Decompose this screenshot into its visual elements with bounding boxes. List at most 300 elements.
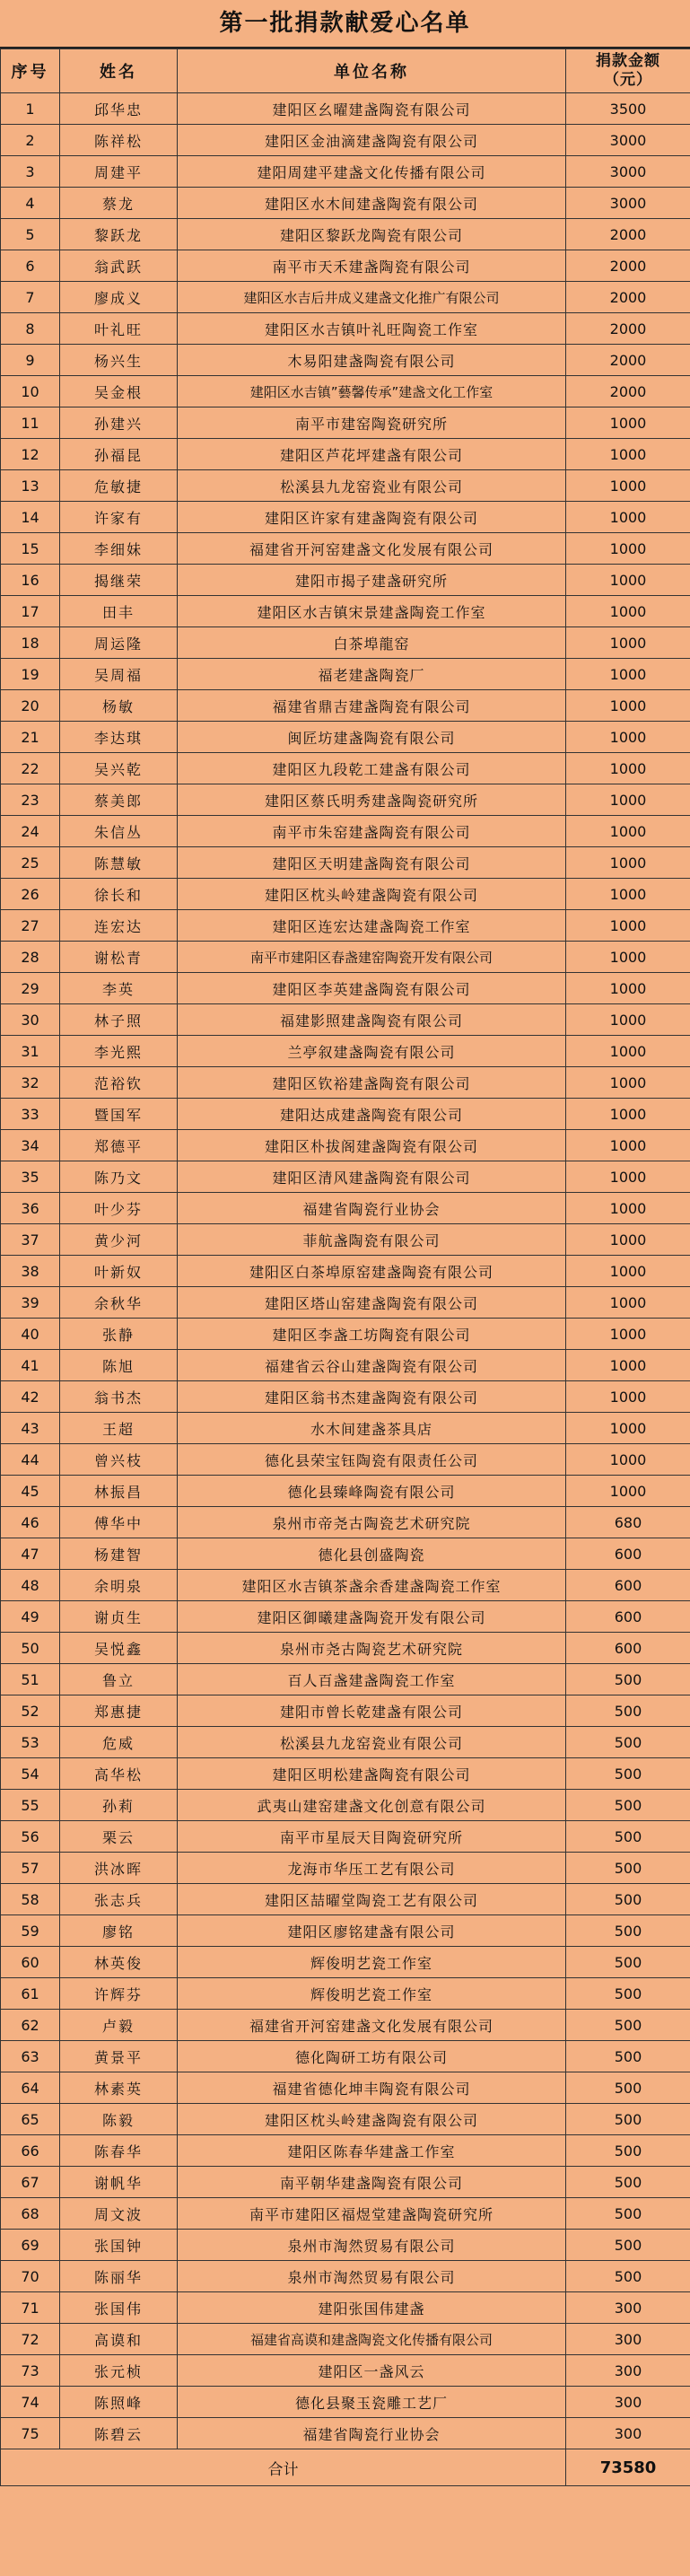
donor-name: 黄少河 <box>60 1224 178 1256</box>
table-row <box>1 1476 690 1507</box>
table-row <box>1 1099 690 1130</box>
table-row <box>1 1538 690 1570</box>
table-row <box>1 565 690 596</box>
row-index: 50 <box>1 1633 60 1664</box>
donation-amount: 500 <box>566 1853 690 1884</box>
donor-unit: 福建省云谷山建盏陶瓷有限公司 <box>178 1350 566 1381</box>
row-index: 37 <box>1 1224 60 1256</box>
table-row <box>1 2292 690 2324</box>
row-index: 18 <box>1 627 60 659</box>
donation-amount: 1000 <box>566 1444 690 1476</box>
donor-name: 鲁立 <box>60 1664 178 1695</box>
donor-unit: 南平市朱窑建盏陶瓷有限公司 <box>178 816 566 847</box>
donor-unit: 辉俊明艺瓷工作室 <box>178 1978 566 2010</box>
donor-unit: 闽匠坊建盏陶瓷有限公司 <box>178 722 566 753</box>
row-index: 19 <box>1 659 60 690</box>
row-index: 35 <box>1 1161 60 1193</box>
table-row <box>1 910 690 942</box>
donor-unit: 建阳区连宏达建盏陶瓷工作室 <box>178 910 566 942</box>
donor-name: 孙福昆 <box>60 439 178 470</box>
donor-unit: 建阳区水吉镇叶礼旺陶瓷工作室 <box>178 313 566 345</box>
donor-unit: 建阳区蔡氏明秀建盏陶瓷研究所 <box>178 784 566 816</box>
table-row <box>1 2387 690 2418</box>
donor-name: 张静 <box>60 1319 178 1350</box>
table-row <box>1 596 690 627</box>
row-index: 16 <box>1 565 60 596</box>
donor-unit: 建阳区翁书杰建盏陶瓷有限公司 <box>178 1381 566 1413</box>
donor-unit: 水木间建盏茶具店 <box>178 1413 566 1444</box>
donation-amount: 1000 <box>566 1224 690 1256</box>
donation-amount: 1000 <box>566 816 690 847</box>
donation-amount: 3000 <box>566 188 690 219</box>
row-index: 14 <box>1 502 60 533</box>
donation-amount: 1000 <box>566 1319 690 1350</box>
donor-name: 陈丽华 <box>60 2261 178 2292</box>
donor-unit: 松溪县九龙窑瓷业有限公司 <box>178 1727 566 1758</box>
row-index: 25 <box>1 847 60 879</box>
donation-amount: 300 <box>566 2355 690 2387</box>
donor-unit: 建阳区明松建盏陶瓷有限公司 <box>178 1758 566 1790</box>
donor-name: 徐长和 <box>60 879 178 910</box>
donor-unit: 南平市建阳区春盏建窑陶瓷开发有限公司 <box>178 942 566 973</box>
table-row <box>1 1224 690 1256</box>
table-body <box>1 93 690 2449</box>
donation-amount: 1000 <box>566 1004 690 1036</box>
table-row <box>1 2072 690 2104</box>
row-index: 60 <box>1 1947 60 1978</box>
row-index: 70 <box>1 2261 60 2292</box>
donor-unit: 建阳张国伟建盏 <box>178 2292 566 2324</box>
row-index: 29 <box>1 973 60 1004</box>
donor-name: 吴周福 <box>60 659 178 690</box>
donor-name: 李细妹 <box>60 533 178 565</box>
donation-amount: 1000 <box>566 1413 690 1444</box>
row-index: 47 <box>1 1538 60 1570</box>
table-row <box>1 659 690 690</box>
donor-name: 蔡龙 <box>60 188 178 219</box>
row-index: 13 <box>1 470 60 502</box>
donor-name: 林振昌 <box>60 1476 178 1507</box>
donor-name: 陈照峰 <box>60 2387 178 2418</box>
donor-unit: 南平市星辰天目陶瓷研究所 <box>178 1821 566 1853</box>
donor-unit: 建阳达成建盏陶瓷有限公司 <box>178 1099 566 1130</box>
table-row <box>1 1350 690 1381</box>
table-row <box>1 1884 690 1915</box>
row-index: 6 <box>1 250 60 282</box>
row-index: 73 <box>1 2355 60 2387</box>
row-index: 12 <box>1 439 60 470</box>
donation-amount: 300 <box>566 2387 690 2418</box>
row-index: 23 <box>1 784 60 816</box>
donation-amount: 500 <box>566 2041 690 2072</box>
donor-name: 林子照 <box>60 1004 178 1036</box>
row-index: 20 <box>1 690 60 722</box>
donor-name: 许家有 <box>60 502 178 533</box>
row-index: 61 <box>1 1978 60 2010</box>
donor-name: 吴兴乾 <box>60 753 178 784</box>
donation-amount: 1000 <box>566 1036 690 1067</box>
donor-unit: 建阳区枕头岭建盏陶瓷有限公司 <box>178 879 566 910</box>
donation-amount: 1000 <box>566 973 690 1004</box>
donation-amount: 1000 <box>566 596 690 627</box>
donor-name: 高谟和 <box>60 2324 178 2355</box>
table-row <box>1 125 690 156</box>
table-row <box>1 2261 690 2292</box>
donation-amount: 600 <box>566 1570 690 1601</box>
donation-amount: 500 <box>566 2072 690 2104</box>
donor-name: 栗云 <box>60 1821 178 1853</box>
row-index: 65 <box>1 2104 60 2135</box>
donor-name: 陈乃文 <box>60 1161 178 1193</box>
row-index: 49 <box>1 1601 60 1633</box>
donation-amount: 3500 <box>566 93 690 125</box>
row-index: 42 <box>1 1381 60 1413</box>
donor-name: 陈毅 <box>60 2104 178 2135</box>
table-row <box>1 250 690 282</box>
donor-name: 杨兴生 <box>60 345 178 376</box>
donor-unit: 建阳区芦花坪建盏有限公司 <box>178 439 566 470</box>
donation-amount: 1000 <box>566 502 690 533</box>
donation-amount: 1000 <box>566 690 690 722</box>
donor-name: 杨敏 <box>60 690 178 722</box>
donation-amount: 1000 <box>566 1476 690 1507</box>
row-index: 41 <box>1 1350 60 1381</box>
row-index: 39 <box>1 1287 60 1319</box>
donor-name: 廖铭 <box>60 1915 178 1947</box>
table-row <box>1 1947 690 1978</box>
header-amount-line2: （元） <box>604 71 652 89</box>
donor-unit: 白茶埠龍窑 <box>178 627 566 659</box>
table-row <box>1 2104 690 2135</box>
table-row <box>1 1067 690 1099</box>
donor-name: 张元桢 <box>60 2355 178 2387</box>
table-row <box>1 345 690 376</box>
donor-unit: 菲航盏陶瓷有限公司 <box>178 1224 566 1256</box>
row-index: 54 <box>1 1758 60 1790</box>
donation-amount: 300 <box>566 2324 690 2355</box>
donor-name: 暨国军 <box>60 1099 178 1130</box>
table-row <box>1 1193 690 1224</box>
donor-name: 林英俊 <box>60 1947 178 1978</box>
donor-name: 卢毅 <box>60 2010 178 2041</box>
donor-unit: 松溪县九龙窑瓷业有限公司 <box>178 470 566 502</box>
donor-unit: 福建省鼎吉建盏陶瓷有限公司 <box>178 690 566 722</box>
donor-unit: 建阳区天明建盏陶瓷有限公司 <box>178 847 566 879</box>
table-row <box>1 879 690 910</box>
donation-amount: 500 <box>566 2167 690 2198</box>
donor-name: 张国伟 <box>60 2292 178 2324</box>
donor-name: 黄景平 <box>60 2041 178 2072</box>
row-index: 55 <box>1 1790 60 1821</box>
row-index: 2 <box>1 125 60 156</box>
table-row <box>1 722 690 753</box>
row-index: 3 <box>1 156 60 188</box>
donor-name: 杨建智 <box>60 1538 178 1570</box>
header-unit: 单位名称 <box>178 49 566 93</box>
row-index: 64 <box>1 2072 60 2104</box>
table-row <box>1 1256 690 1287</box>
donor-name: 高华松 <box>60 1758 178 1790</box>
donor-unit: 福建省陶瓷行业协会 <box>178 1193 566 1224</box>
donor-name: 翁书杰 <box>60 1381 178 1413</box>
donor-unit: 建阳区御曦建盏陶瓷开发有限公司 <box>178 1601 566 1633</box>
table-row <box>1 1444 690 1476</box>
donation-amount: 3000 <box>566 156 690 188</box>
donor-unit: 百人百盏建盏陶瓷工作室 <box>178 1664 566 1695</box>
row-index: 69 <box>1 2230 60 2261</box>
table-header-row <box>1 49 690 93</box>
total-label: 合计 <box>1 2449 566 2486</box>
donation-amount: 500 <box>566 1915 690 1947</box>
donor-unit: 建阳区九段乾工建盏有限公司 <box>178 753 566 784</box>
donor-unit: 建阳区李盏工坊陶瓷有限公司 <box>178 1319 566 1350</box>
table-row <box>1 2041 690 2072</box>
table-row <box>1 502 690 533</box>
donor-unit: 建阳区黎跃龙陶瓷有限公司 <box>178 219 566 250</box>
donor-name: 张国钟 <box>60 2230 178 2261</box>
row-index: 53 <box>1 1727 60 1758</box>
donor-name: 傅华中 <box>60 1507 178 1538</box>
table-row <box>1 816 690 847</box>
donation-amount: 1000 <box>566 533 690 565</box>
donor-unit: 建阳市揭子建盏研究所 <box>178 565 566 596</box>
header-amount-line1: 捐款金额 <box>596 52 660 70</box>
donation-amount: 500 <box>566 1695 690 1727</box>
table-row <box>1 942 690 973</box>
table-row <box>1 1758 690 1790</box>
table-row <box>1 1570 690 1601</box>
row-index: 40 <box>1 1319 60 1350</box>
donation-amount: 1000 <box>566 722 690 753</box>
donation-amount: 500 <box>566 2230 690 2261</box>
table-row <box>1 313 690 345</box>
donation-amount: 1000 <box>566 753 690 784</box>
row-index: 27 <box>1 910 60 942</box>
donor-name: 吴悦鑫 <box>60 1633 178 1664</box>
table-row <box>1 2167 690 2198</box>
row-index: 72 <box>1 2324 60 2355</box>
donor-name: 余明泉 <box>60 1570 178 1601</box>
row-index: 56 <box>1 1821 60 1853</box>
row-index: 59 <box>1 1915 60 1947</box>
donor-name: 李达琪 <box>60 722 178 753</box>
row-index: 34 <box>1 1130 60 1161</box>
donor-name: 田丰 <box>60 596 178 627</box>
donation-amount: 1000 <box>566 1067 690 1099</box>
donation-amount: 300 <box>566 2292 690 2324</box>
row-index: 67 <box>1 2167 60 2198</box>
row-index: 74 <box>1 2387 60 2418</box>
table-row <box>1 1695 690 1727</box>
donor-unit: 兰亭叙建盏陶瓷有限公司 <box>178 1036 566 1067</box>
donor-name: 孙建兴 <box>60 407 178 439</box>
row-index: 52 <box>1 1695 60 1727</box>
table-row <box>1 470 690 502</box>
table-row <box>1 1004 690 1036</box>
row-index: 44 <box>1 1444 60 1476</box>
row-index: 66 <box>1 2135 60 2167</box>
donation-amount: 500 <box>566 2104 690 2135</box>
row-index: 48 <box>1 1570 60 1601</box>
table-row <box>1 1381 690 1413</box>
row-index: 71 <box>1 2292 60 2324</box>
donor-name: 陈慧敏 <box>60 847 178 879</box>
row-index: 46 <box>1 1507 60 1538</box>
donor-unit: 泉州市淘然贸易有限公司 <box>178 2261 566 2292</box>
row-index: 9 <box>1 345 60 376</box>
table-row <box>1 533 690 565</box>
row-index: 45 <box>1 1476 60 1507</box>
row-index: 15 <box>1 533 60 565</box>
donation-amount: 500 <box>566 1664 690 1695</box>
donor-name: 廖成义 <box>60 282 178 313</box>
donor-name: 朱信丛 <box>60 816 178 847</box>
table-row <box>1 784 690 816</box>
donation-amount: 500 <box>566 1758 690 1790</box>
row-index: 57 <box>1 1853 60 1884</box>
donor-unit: 建阳市曾长乾建盏有限公司 <box>178 1695 566 1727</box>
donor-unit: 建阳区廖铭建盏有限公司 <box>178 1915 566 1947</box>
donor-unit: 建阳区陈春华建盏工作室 <box>178 2135 566 2167</box>
donor-table <box>0 48 690 2486</box>
donor-name: 周建平 <box>60 156 178 188</box>
header-name: 姓名 <box>60 49 178 93</box>
table-row <box>1 376 690 407</box>
table-row <box>1 1413 690 1444</box>
table-row <box>1 1161 690 1193</box>
donor-unit: 建阳区清风建盏陶瓷有限公司 <box>178 1161 566 1193</box>
table-row <box>1 1915 690 1947</box>
donor-name: 陈春华 <box>60 2135 178 2167</box>
donor-name: 谢贞生 <box>60 1601 178 1633</box>
table-row <box>1 1507 690 1538</box>
donor-unit: 福老建盏陶瓷厂 <box>178 659 566 690</box>
donation-amount: 500 <box>566 2135 690 2167</box>
table-row <box>1 1664 690 1695</box>
donor-unit: 建阳区许家有建盏陶瓷有限公司 <box>178 502 566 533</box>
header-index: 序号 <box>1 49 60 93</box>
table-row <box>1 2010 690 2041</box>
donor-unit: 泉州市淘然贸易有限公司 <box>178 2230 566 2261</box>
donation-amount: 3000 <box>566 125 690 156</box>
table-row <box>1 690 690 722</box>
row-index: 62 <box>1 2010 60 2041</box>
row-index: 36 <box>1 1193 60 1224</box>
table-row <box>1 2355 690 2387</box>
table-row <box>1 1036 690 1067</box>
donor-unit: 南平市天禾建盏陶瓷有限公司 <box>178 250 566 282</box>
row-index: 51 <box>1 1664 60 1695</box>
donor-unit: 南平市建窑陶瓷研究所 <box>178 407 566 439</box>
table-row <box>1 2135 690 2167</box>
donor-name: 陈祥松 <box>60 125 178 156</box>
donation-amount: 1000 <box>566 565 690 596</box>
donor-name: 陈旭 <box>60 1350 178 1381</box>
row-index: 21 <box>1 722 60 753</box>
donation-amount: 2000 <box>566 282 690 313</box>
row-index: 22 <box>1 753 60 784</box>
donor-name: 谢帆华 <box>60 2167 178 2198</box>
donation-amount: 500 <box>566 1884 690 1915</box>
donor-unit: 建阳区水木间建盏陶瓷有限公司 <box>178 188 566 219</box>
donor-unit: 福建省开河窑建盏文化发展有限公司 <box>178 2010 566 2041</box>
donor-name: 范裕钦 <box>60 1067 178 1099</box>
donation-amount: 1000 <box>566 1287 690 1319</box>
row-index: 8 <box>1 313 60 345</box>
table-row <box>1 1853 690 1884</box>
table-row <box>1 1633 690 1664</box>
donor-name: 林素英 <box>60 2072 178 2104</box>
donation-amount: 600 <box>566 1601 690 1633</box>
donation-amount: 500 <box>566 1790 690 1821</box>
donor-unit: 福建省开河窑建盏文化发展有限公司 <box>178 533 566 565</box>
header-amount <box>566 49 690 93</box>
donor-unit: 建阳区钦裕建盏陶瓷有限公司 <box>178 1067 566 1099</box>
donation-amount: 500 <box>566 1727 690 1758</box>
table-row <box>1 1319 690 1350</box>
donor-unit: 龙海市华压工艺有限公司 <box>178 1853 566 1884</box>
donor-unit: 建阳区水吉镇”藝馨传承”建盏文化工作室 <box>178 376 566 407</box>
row-index: 17 <box>1 596 60 627</box>
row-index: 63 <box>1 2041 60 2072</box>
donation-amount: 500 <box>566 2198 690 2230</box>
donor-unit: 建阳区塔山窑建盏陶瓷有限公司 <box>178 1287 566 1319</box>
total-row <box>1 2449 690 2486</box>
row-index: 4 <box>1 188 60 219</box>
donor-unit: 福建省高谟和建盏陶瓷文化传播有限公司 <box>178 2324 566 2355</box>
table-row <box>1 93 690 125</box>
donation-amount: 500 <box>566 1821 690 1853</box>
donor-unit: 泉州市尧古陶瓷艺术研究院 <box>178 1633 566 1664</box>
donation-amount: 1000 <box>566 942 690 973</box>
donor-unit: 建阳区喆曜堂陶瓷工艺有限公司 <box>178 1884 566 1915</box>
row-index: 75 <box>1 2418 60 2449</box>
row-index: 38 <box>1 1256 60 1287</box>
donor-name: 李光熙 <box>60 1036 178 1067</box>
row-index: 31 <box>1 1036 60 1067</box>
donor-unit: 辉俊明艺瓷工作室 <box>178 1947 566 1978</box>
donation-amount: 1000 <box>566 1256 690 1287</box>
donation-amount: 1000 <box>566 1130 690 1161</box>
row-index: 24 <box>1 816 60 847</box>
donation-amount: 1000 <box>566 1099 690 1130</box>
table-row <box>1 973 690 1004</box>
donation-amount: 500 <box>566 2261 690 2292</box>
donor-unit: 南平市建阳区福煜堂建盏陶瓷研究所 <box>178 2198 566 2230</box>
donor-unit: 建阳区白茶埠原窑建盏陶瓷有限公司 <box>178 1256 566 1287</box>
donor-name: 吴金根 <box>60 376 178 407</box>
donor-name: 余秋华 <box>60 1287 178 1319</box>
donor-name: 黎跃龙 <box>60 219 178 250</box>
table-row <box>1 2324 690 2355</box>
donor-name: 连宏达 <box>60 910 178 942</box>
donor-unit: 建阳区幺曜建盏陶瓷有限公司 <box>178 93 566 125</box>
page-title: 第一批捐款献爱心名单 <box>0 0 690 48</box>
donation-amount: 1000 <box>566 659 690 690</box>
row-index: 33 <box>1 1099 60 1130</box>
donor-name: 孙莉 <box>60 1790 178 1821</box>
donation-amount: 600 <box>566 1633 690 1664</box>
table-row <box>1 1790 690 1821</box>
table-row <box>1 1821 690 1853</box>
donation-amount: 300 <box>566 2418 690 2449</box>
donation-amount: 1000 <box>566 407 690 439</box>
donor-name: 李英 <box>60 973 178 1004</box>
table-row <box>1 407 690 439</box>
donor-name: 邱华忠 <box>60 93 178 125</box>
donor-name: 揭继荣 <box>60 565 178 596</box>
donor-unit: 德化陶研工坊有限公司 <box>178 2041 566 2072</box>
